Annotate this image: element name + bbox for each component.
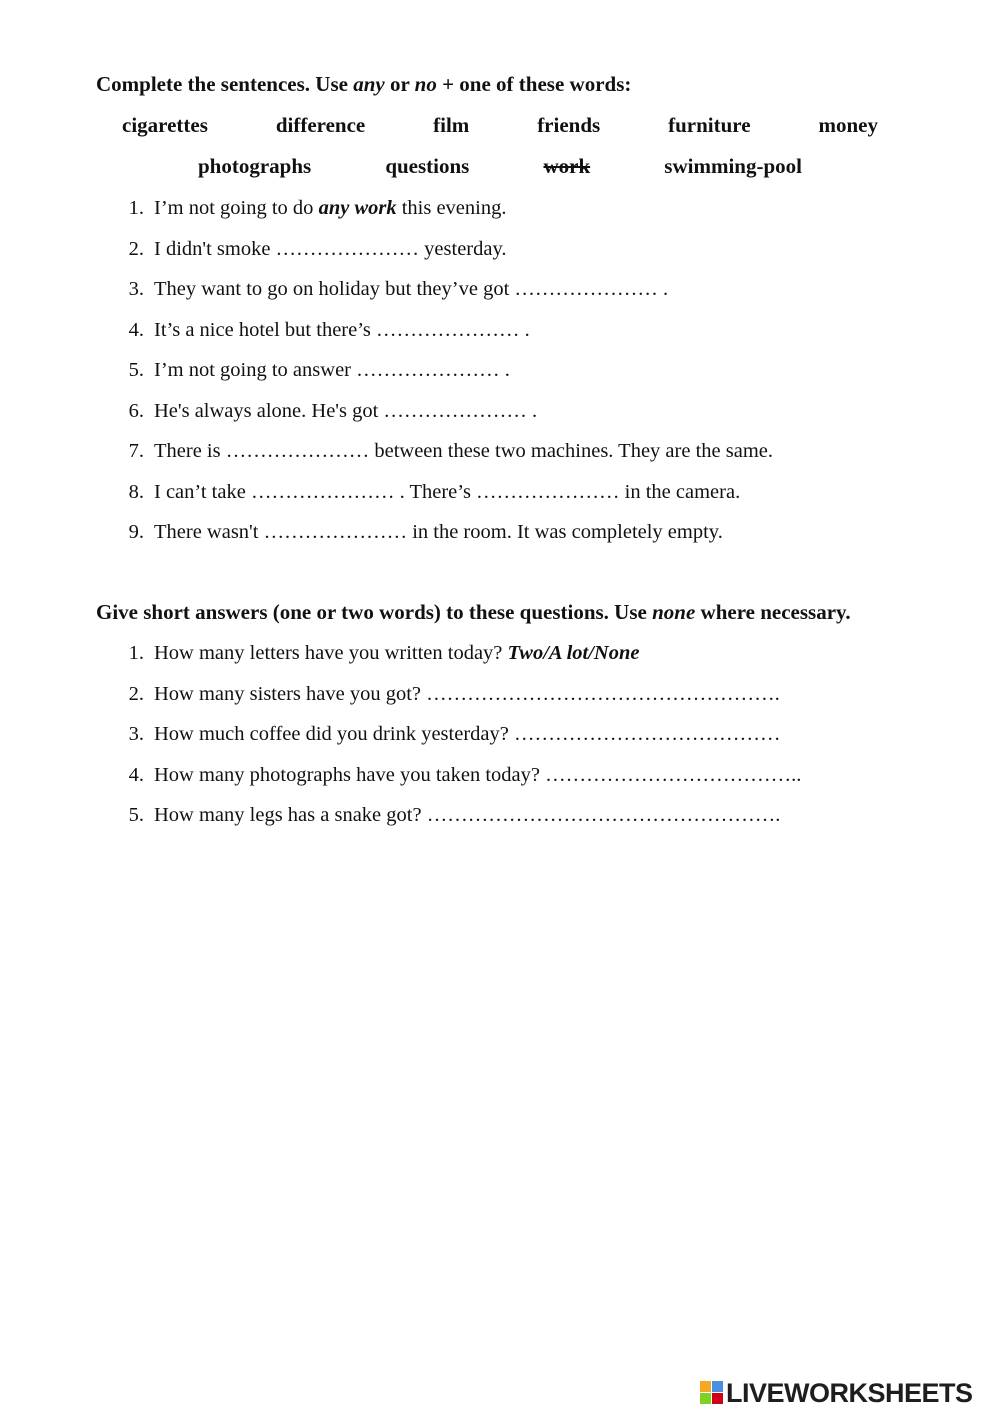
- item-text: They want to go on holiday but they’ve got ………………… .: [154, 278, 669, 300]
- item-text: I didn't smoke ………………… yesterday.: [154, 237, 507, 260]
- word-bank-item: money: [818, 113, 878, 137]
- word-bank-item-used: work: [543, 154, 591, 178]
- item-text: How many sisters have you got? …………………………………………….: [154, 682, 780, 705]
- heading-text: Complete the sentences. Use: [96, 72, 354, 96]
- item-text: There is ………………… between these two machines. They are the same.: [154, 440, 773, 462]
- item-number: 2.: [128, 237, 144, 260]
- word-bank-item: film: [433, 113, 470, 137]
- example-answer: any work: [318, 197, 397, 219]
- item-number: 5.: [128, 804, 144, 826]
- word-bank-row-2: [198, 154, 802, 179]
- item-number: 1.: [128, 197, 144, 219]
- word-bank-item: difference: [275, 113, 366, 137]
- item-text: He's always alone. He's got ………………… .: [154, 399, 538, 422]
- item-text: How many photographs have you taken today? ………………………………..: [154, 763, 802, 786]
- item-number: 4.: [128, 318, 144, 341]
- item-text: How many legs has a snake got? …………………………………………….: [154, 804, 781, 826]
- word-bank-item: swimming-pool: [664, 154, 802, 178]
- item-number: 8.: [128, 480, 144, 503]
- logo-block: [700, 1381, 711, 1392]
- item-text: [154, 195, 506, 221]
- heading-no: no: [414, 72, 437, 96]
- word-bank-item: furniture: [668, 113, 751, 137]
- item-number: 3.: [128, 278, 144, 300]
- heading-text: where necessary.: [695, 600, 851, 624]
- heading-none: none: [652, 600, 696, 624]
- word-bank-item: photographs: [198, 154, 312, 178]
- item-number: 3.: [128, 723, 144, 745]
- word-bank-item: cigarettes: [122, 113, 208, 137]
- item-text-before: How many letters have you written today?: [154, 642, 508, 664]
- item-number: 4.: [128, 763, 144, 786]
- item-text: [154, 640, 639, 666]
- heading-text: + one of these words:: [436, 72, 632, 96]
- logo-block: [700, 1393, 711, 1404]
- item-text: It’s a nice hotel but there’s ………………… .: [154, 318, 530, 341]
- exercise-2-heading: [96, 600, 851, 625]
- heading-any: any: [353, 72, 385, 96]
- item-number: 2.: [128, 682, 144, 705]
- item-text: I can’t take ………………… . There’s ………………… in the camera.: [154, 480, 741, 503]
- item-number: 9.: [128, 521, 144, 543]
- item-number: 1.: [128, 642, 144, 664]
- item-text-before: I’m not going to do: [154, 197, 319, 219]
- item-number: 5.: [128, 359, 144, 381]
- word-bank-row-1: [122, 113, 878, 138]
- item-number: 7.: [128, 440, 144, 462]
- logo-blocks-icon: [700, 1381, 724, 1405]
- heading-text: Give short answers (one or two words) to these questions. Use: [96, 600, 653, 624]
- logo-text: LIVEWORKSHEETS: [726, 1377, 973, 1408]
- item-text: There wasn't ………………… in the room. It was completely empty.: [154, 521, 723, 543]
- item-text: How much coffee did you drink yesterday? …………………………………: [154, 723, 781, 745]
- exercise-1-heading: [96, 72, 631, 97]
- logo-block: [712, 1393, 723, 1404]
- word-bank-item: questions: [385, 154, 470, 178]
- word-bank-item: friends: [537, 113, 601, 137]
- example-answer: Two/A lot/None: [507, 642, 640, 664]
- liveworksheets-logo: [700, 1375, 973, 1411]
- item-number: 6.: [128, 399, 144, 422]
- heading-text: or: [384, 72, 415, 96]
- item-text-after: this evening.: [396, 197, 507, 219]
- item-text: I’m not going to answer ………………… .: [154, 359, 510, 381]
- logo-block: [712, 1381, 723, 1392]
